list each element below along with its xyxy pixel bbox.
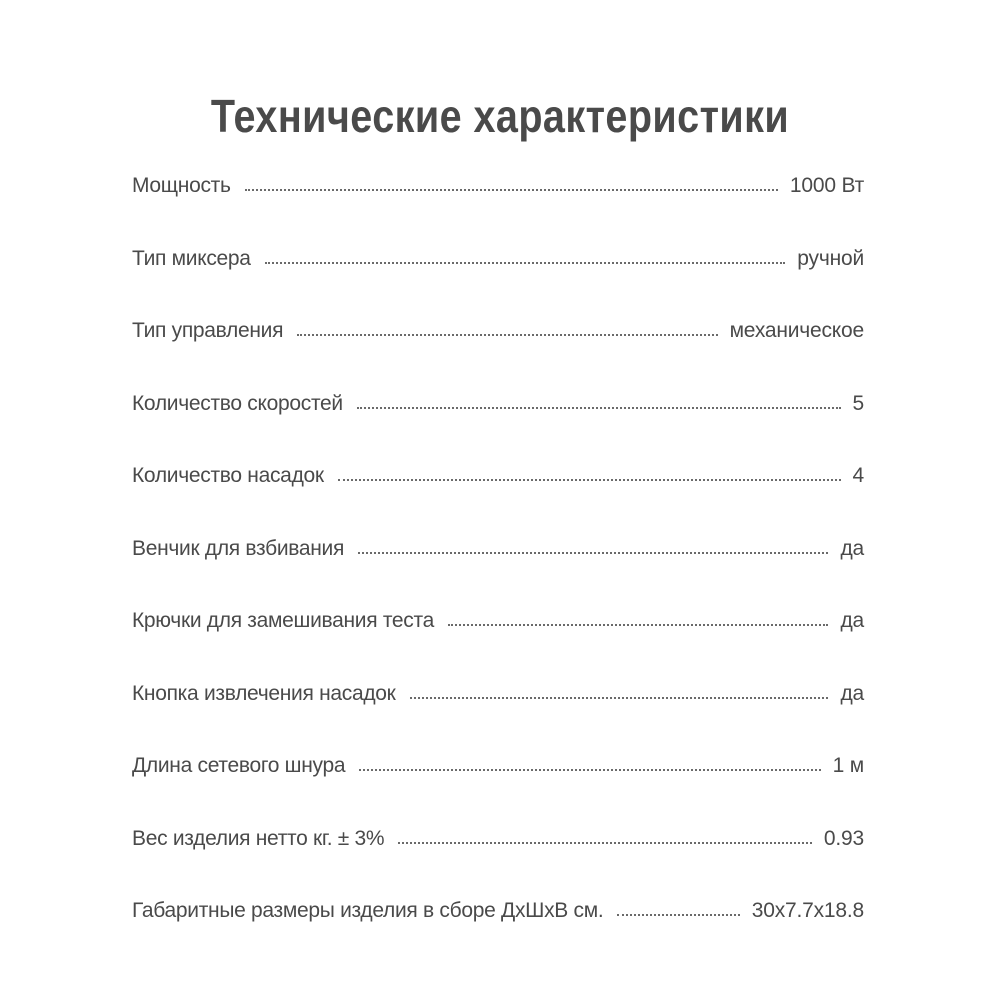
spec-row-power bbox=[132, 168, 864, 241]
dotted-leader bbox=[338, 478, 841, 481]
spec-row-eject-button bbox=[132, 676, 864, 749]
spec-row-weight bbox=[132, 821, 864, 894]
spec-label: Количество скоростей bbox=[132, 391, 343, 415]
dotted-leader bbox=[448, 623, 828, 626]
spec-row-speeds bbox=[132, 386, 864, 459]
spec-label: Крючки для замешивания теста bbox=[132, 609, 434, 632]
spec-label: Мощность bbox=[132, 174, 231, 197]
spec-value: да bbox=[840, 681, 864, 705]
spec-value: механическое bbox=[729, 319, 864, 342]
spec-value: 5 bbox=[852, 391, 864, 415]
dotted-leader bbox=[617, 913, 739, 916]
spec-value: 30x7.7x18.8 bbox=[751, 899, 864, 922]
spec-label: Венчик для взбивания bbox=[132, 536, 345, 560]
spec-value: 4 bbox=[852, 464, 864, 487]
spec-value: 1000 Вт bbox=[789, 174, 864, 197]
spec-row-mixer-type bbox=[132, 241, 864, 314]
page-title: Технические характеристики bbox=[210, 89, 790, 142]
specs-list bbox=[132, 168, 864, 966]
dotted-leader bbox=[358, 551, 828, 554]
spec-row-control-type bbox=[132, 313, 864, 386]
spec-label: Вес изделия нетто кг. ± 3% bbox=[132, 826, 385, 850]
spec-value: да bbox=[840, 609, 864, 632]
dotted-leader bbox=[265, 261, 786, 264]
dotted-leader bbox=[245, 188, 778, 191]
dotted-leader bbox=[359, 768, 820, 771]
spec-value: ручной bbox=[797, 246, 864, 270]
dotted-leader bbox=[357, 406, 841, 409]
spec-label: Тип миксера bbox=[132, 246, 251, 270]
dotted-leader bbox=[410, 696, 829, 699]
spec-row-cord-length bbox=[132, 748, 864, 821]
spec-label: Тип управления bbox=[132, 319, 284, 342]
spec-row-attachments bbox=[132, 458, 864, 531]
spec-row-whisk bbox=[132, 531, 864, 604]
spec-value: 1 м bbox=[832, 754, 864, 777]
spec-row-dimensions bbox=[132, 893, 864, 966]
spec-label: Длина сетевого шнура bbox=[132, 754, 346, 777]
dotted-leader bbox=[297, 333, 717, 336]
dotted-leader bbox=[398, 841, 812, 844]
spec-value: 0.93 bbox=[823, 826, 864, 850]
spec-label: Кнопка извлечения насадок bbox=[132, 681, 396, 705]
spec-label: Количество насадок bbox=[132, 464, 324, 487]
spec-label: Габаритные размеры изделия в сборе ДхШхВ см. bbox=[132, 899, 604, 922]
spec-value: да bbox=[840, 536, 864, 560]
spec-row-dough-hooks bbox=[132, 603, 864, 676]
